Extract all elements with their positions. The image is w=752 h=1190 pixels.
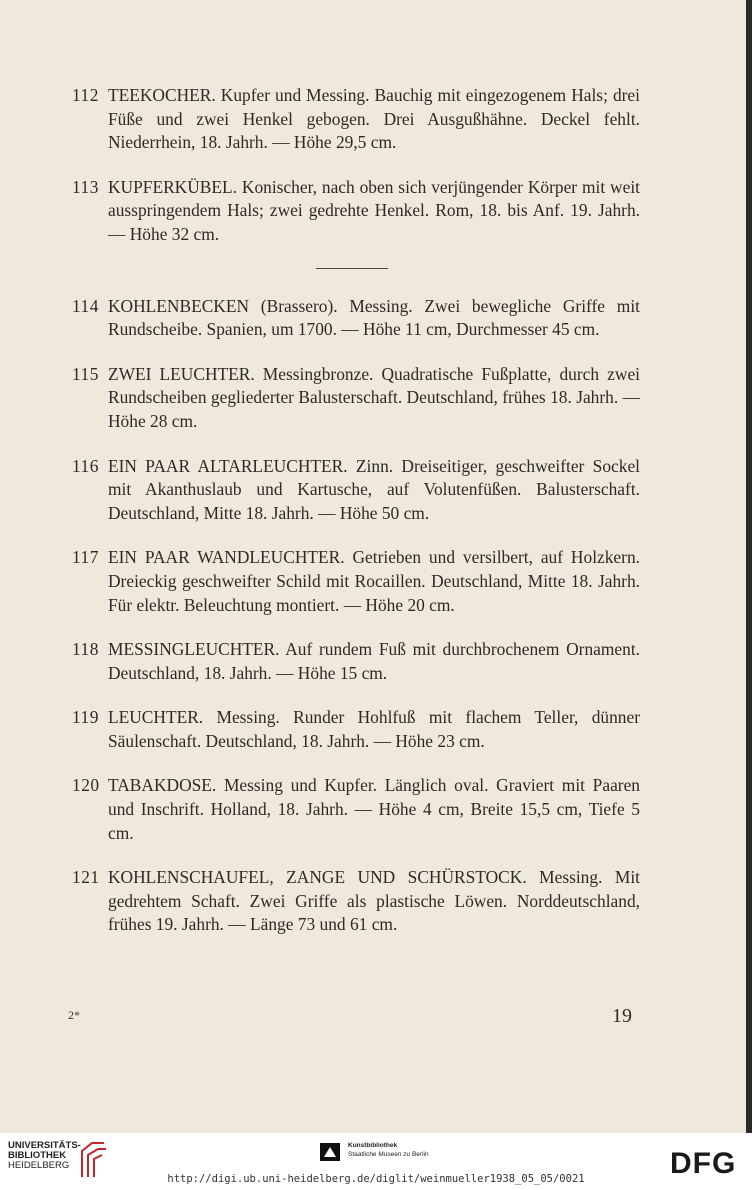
entry-text: TABAKDOSE. Messing und Kupfer. Länglich oval. Graviert mit Paaren und Inschrift. Holland, 18. Jahrh. — Höhe 4 cm, Breite 15,5 cm, Tiefe 5 cm. [108, 775, 640, 843]
ub-line-1: UNIVERSITÄTS- [8, 1140, 81, 1151]
catalogue-entry [72, 455, 640, 526]
entry-group-top [72, 84, 640, 247]
ub-line-2: BIBLIOTHEK [8, 1150, 67, 1161]
digitization-footer [0, 1133, 752, 1190]
catalogue-entries [72, 84, 640, 937]
entry-text: TEEKOCHER. Kupfer und Messing. Bauchig mit eingezogenem Hals; drei Füße und zwei Henkel gebogen. Drei Ausgußhähne. Deckel fehlt. Niederrhein, 18. Jahrh. — Höhe 29,5 cm. [108, 85, 640, 153]
permalink-url[interactable]: http://digi.ub.uni-heidelberg.de/diglit/weinmueller1938_05_05/0021 [167, 1173, 585, 1185]
entry-text: EIN PAAR ALTARLEUCHTER. Zinn. Dreiseitiger, geschweifter Sockel mit Akanthuslaub und Kartusche, auf Volutenfüßen. Balusterschaft. Deutschland, Mitte 18. Jahrh. — Höhe 50 cm. [108, 455, 640, 523]
section-rule [316, 268, 388, 269]
entry-text: KOHLENSCHAUFEL, ZANGE UND SCHÜRSTOCK. Messing. Mit gedrehtem Schaft. Zwei Griffe als plastische Löwen. Norddeutschland, frühes 19. Jahrh. — Länge 73 und 61 cm. [108, 867, 640, 935]
catalogue-entry [72, 546, 640, 617]
entry-text: KOHLENBECKEN (Brassero). Messing. Zwei bewegliche Griffe mit Rundscheibe. Spanien, um 1700. — Höhe 11 cm, Durchmesser 45 cm. [108, 295, 640, 340]
page-edge-shadow [746, 0, 752, 1133]
catalogue-entry [72, 866, 640, 937]
page-number: 19 [612, 1005, 632, 1027]
entry-number: 115 [72, 363, 99, 384]
entry-number: 113 [72, 176, 99, 197]
entry-number: 120 [72, 775, 100, 796]
entry-number: 121 [72, 867, 100, 888]
entry-number: 112 [72, 85, 99, 105]
kb-line-2: Staatliche Museen zu Berlin [348, 1151, 429, 1158]
kb-line-1: Kunstbibliothek [348, 1142, 398, 1149]
catalogue-entry [72, 84, 640, 155]
entry-number: 116 [72, 455, 99, 476]
ub-line-3: HEIDELBERG [8, 1160, 70, 1171]
entry-text: EIN PAAR WANDLEUCHTER. Getrieben und versilbert, auf Holzkern. Dreieckig geschweifter Schild mit Rocaillen. Deutschland, Mitte 18. Jahrh. Für elektr. Beleuchtung montiert. — Höhe 20 cm. [108, 547, 640, 615]
entry-text: MESSINGLEUCHTER. Auf rundem Fuß mit durchbrochenem Ornament. Deutschland, 18. Jahrh. — Höhe 15 cm. [108, 639, 640, 683]
entry-text: KUPFERKÜBEL. Konischer, nach oben sich verjüngender Körper mit weit ausspringendem Hals; zwei gedrehte Henkel. Rom, 18. bis Anf. 19. Jahrh. — Höhe 32 cm. [108, 176, 640, 244]
catalogue-entry [72, 363, 640, 434]
catalogue-entry [72, 706, 640, 753]
entry-text: ZWEI LEUCHTER. Messingbronze. Quadratische Fußplatte, durch zwei Rundscheiben gegliederter Balusterschaft. Deutschland, frühes 18. Jahrh. — Höhe 28 cm. [108, 363, 640, 431]
catalogue-entry [72, 176, 640, 247]
kunstbibliothek-logo[interactable] [320, 1141, 450, 1163]
entry-number: 118 [72, 639, 99, 660]
catalogue-entry [72, 774, 640, 845]
dfg-logo[interactable]: DFG [670, 1147, 737, 1180]
entry-group-bottom [72, 295, 640, 937]
entry-number: 117 [72, 547, 99, 568]
catalogue-entry [72, 295, 640, 342]
entry-number: 119 [72, 707, 99, 728]
signature-mark: 2* [68, 1008, 80, 1022]
catalogue-entry [72, 638, 640, 685]
entry-text: LEUCHTER. Messing. Runder Hohlfuß mit flachem Teller, dünner Säulenschaft. Deutschland, 18. Jahrh. — Höhe 23 cm. [108, 707, 640, 751]
entry-number: 114 [72, 295, 99, 316]
kunstbibliothek-logo-icon [320, 1143, 340, 1161]
